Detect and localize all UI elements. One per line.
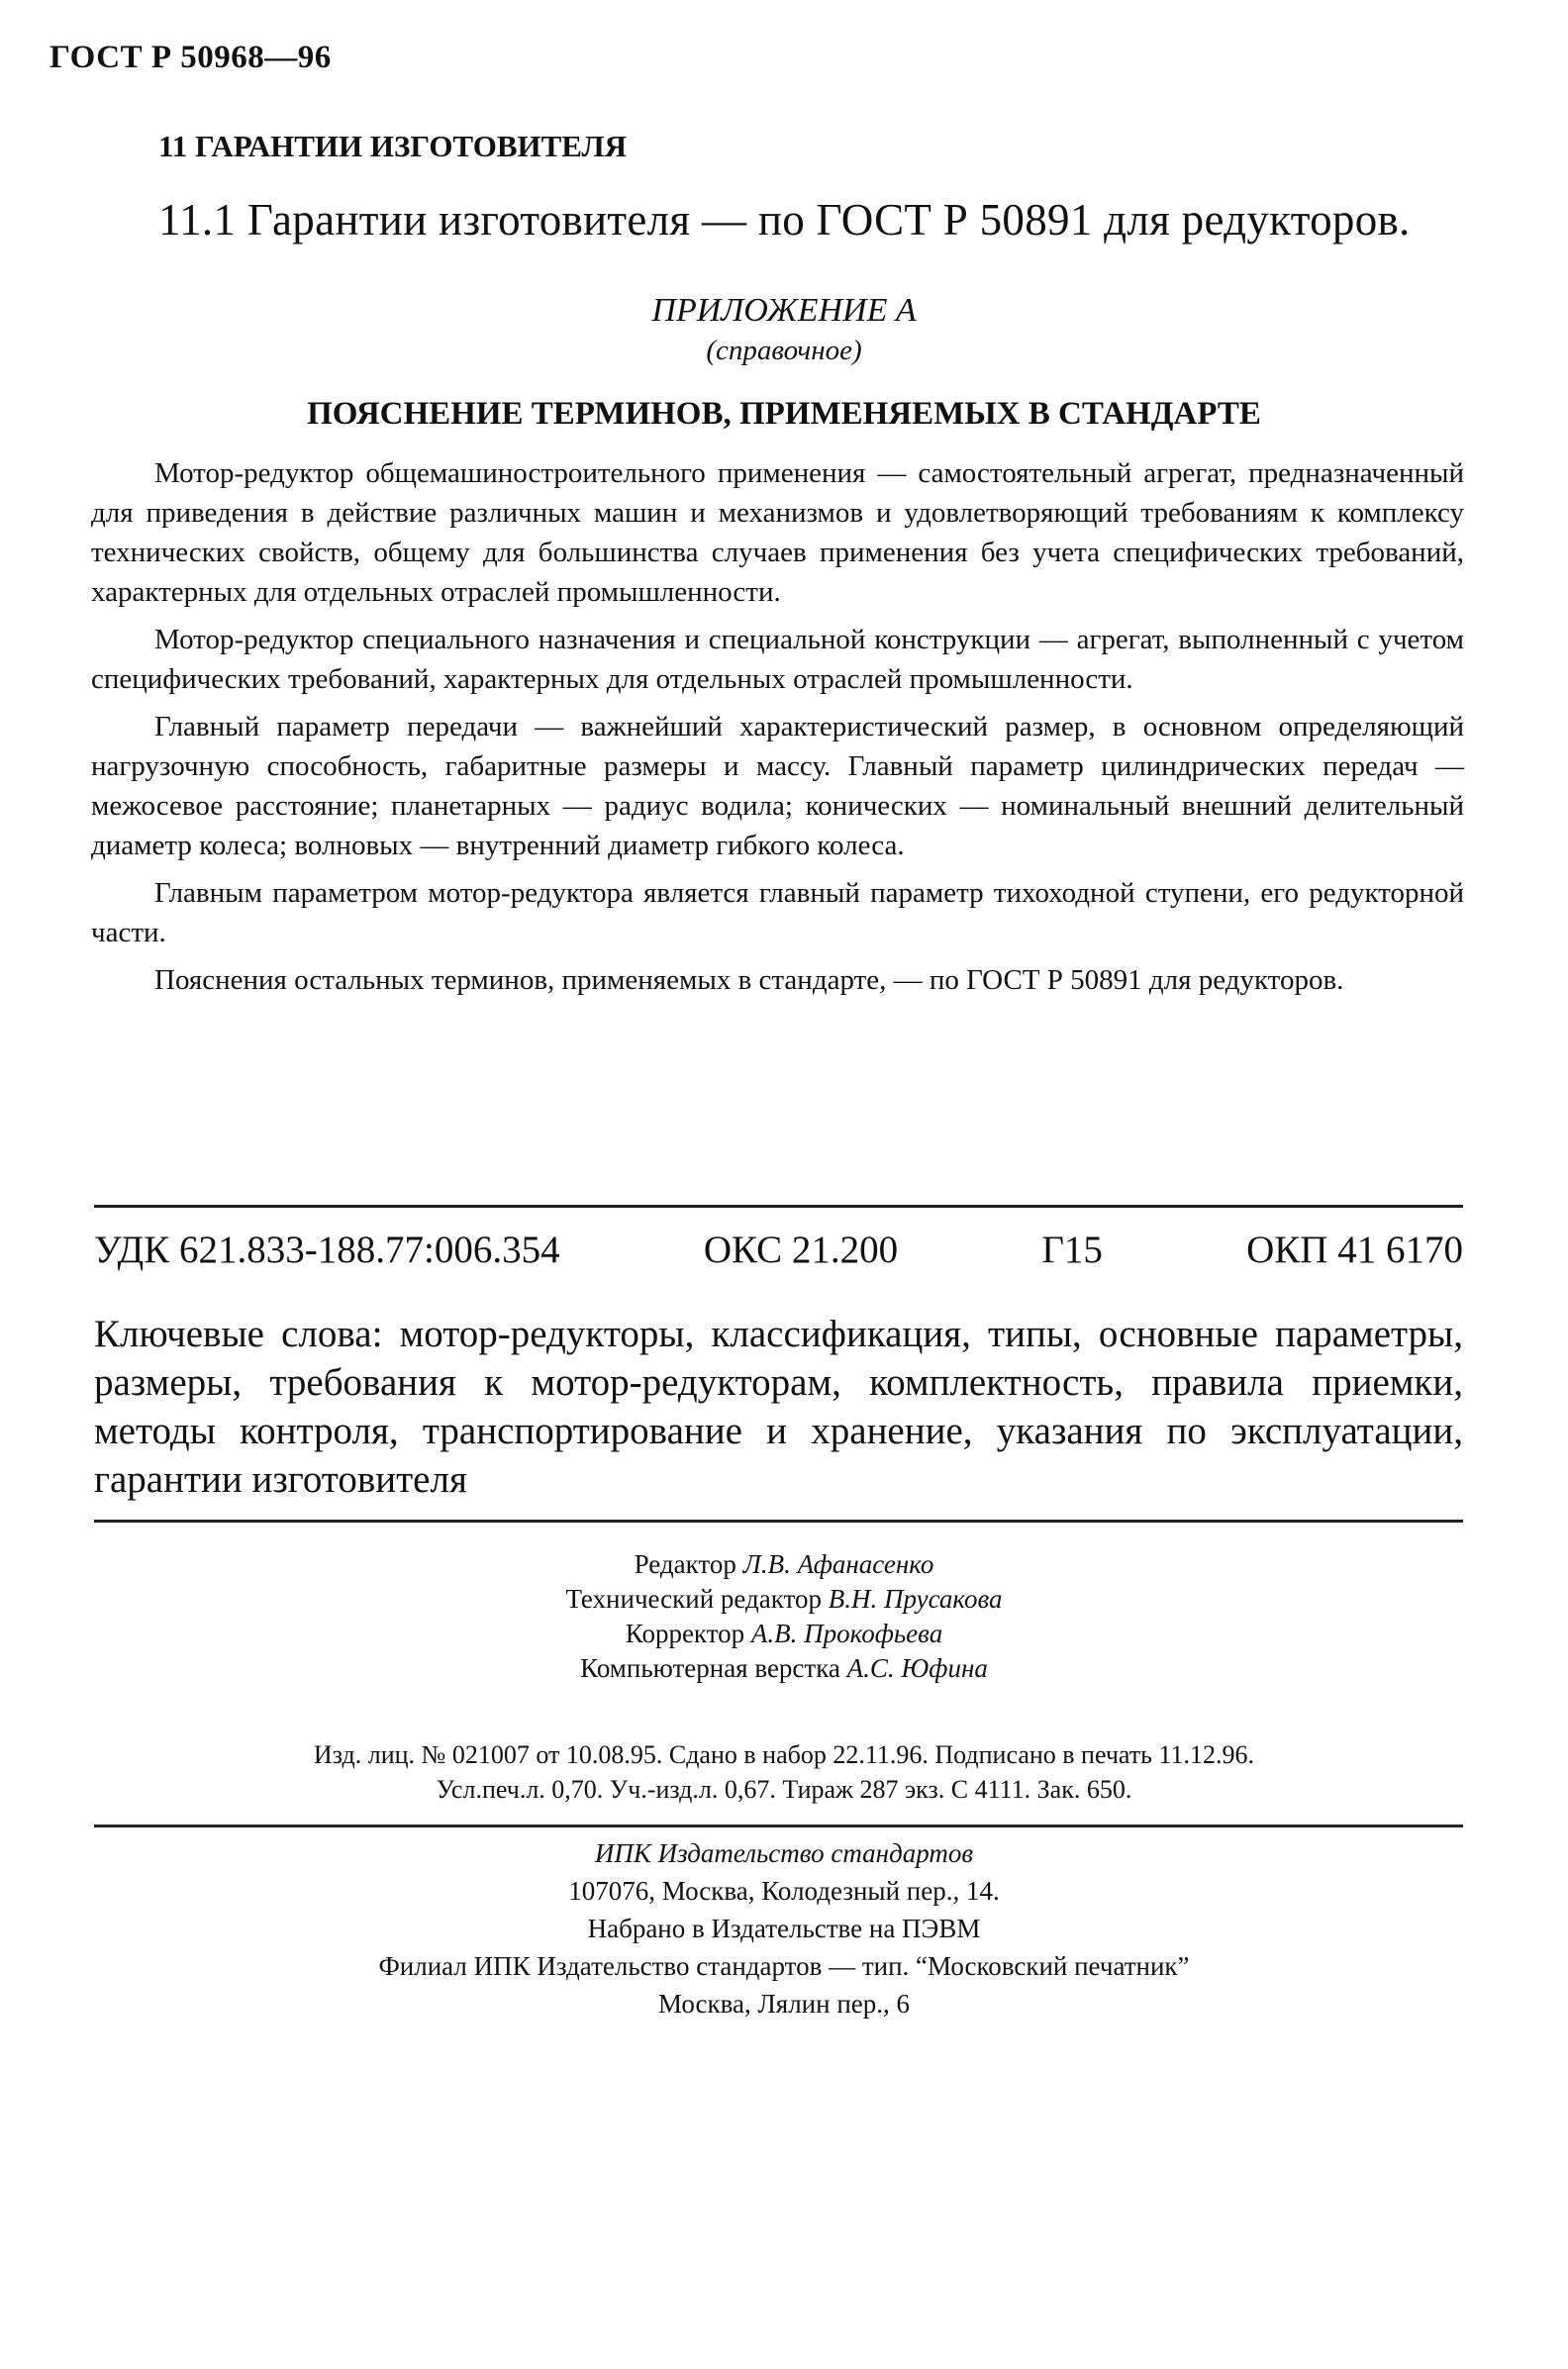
divider	[94, 1520, 1463, 1523]
imprint	[0, 1834, 1568, 2023]
okp-code: ОКП 41 6170	[1246, 1229, 1463, 1271]
section-clause: 11.1 Гарантии изготовителя — по ГОСТ Р 50891 для редукторов.	[158, 195, 1411, 245]
keywords: Ключевые слова: мотор-редукторы, классификация, типы, основные параметры, размеры, требования к мотор-редукторам, комплектность, правила приемки, методы контроля, транспортирование и хранение, указания по эксплуатации, гарантии изготовителя	[94, 1313, 1463, 1501]
section-heading: 11 ГАРАНТИИ ИЗГОТОВИТЕЛЯ	[158, 129, 628, 163]
credits	[0, 1547, 1568, 1686]
divider	[94, 1205, 1463, 1208]
paragraph: Мотор-редуктор общемашиностроительного применения — самостоятельный агрегат, предназначенный для приведения в действие различных машин и механизмов и удовлетворяющий требованиям к комплексу технических свойств, общему для большинства случаев применения без учета специфических требований, характерных для отдельных отраслей промышленности.	[91, 457, 1464, 608]
credit-line	[0, 1547, 1568, 1582]
standard-code-header: ГОСТ Р 50968—96	[49, 40, 332, 75]
credit-role: Технический редактор	[565, 1584, 822, 1614]
paragraph: Главный параметр передачи — важнейший характеристический размер, в основном определяющий нагрузочную способность, габаритные размеры и массу. Главный параметр цилиндрических передач — межосевое расстояние; планетарных — радиус водила; конических — номинальный внешний делительный диаметр колеса; волновых — внутренний диаметр гибкого колеса.	[91, 711, 1464, 861]
typeset-note: Набрано в Издательстве на ПЭВМ	[587, 1914, 981, 1943]
appendix-body	[91, 453, 1464, 1008]
group-code: Г15	[1041, 1229, 1103, 1271]
paragraph: Пояснения остальных терминов, применяемых в стандарте, — по ГОСТ Р 50891 для редукторов.	[154, 964, 1344, 996]
appendix-title: ПОЯСНЕНИЕ ТЕРМИНОВ, ПРИМЕНЯЕМЫХ В СТАНДАРТЕ	[307, 396, 1261, 432]
udk-code: УДК 621.833-188.77:006.354	[94, 1229, 560, 1271]
credit-name: А.С. Юфина	[846, 1653, 988, 1683]
credit-role: Корректор	[625, 1619, 745, 1648]
credit-role: Редактор	[634, 1549, 736, 1579]
credit-name: В.Н. Прусакова	[828, 1584, 1003, 1614]
credit-line	[0, 1582, 1568, 1617]
credit-role: Компьютерная верстка	[580, 1653, 840, 1683]
publisher-address: 107076, Москва, Колодезный пер., 14.	[568, 1876, 1000, 1906]
publishing-info	[0, 1737, 1568, 1807]
paragraph: Главным параметром мотор-редуктора является главный параметр тихоходной ступени, его редукторной части.	[91, 877, 1464, 948]
publisher-name: ИПК Издательство стандартов	[594, 1838, 974, 1868]
credit-line	[0, 1617, 1568, 1651]
paragraph: Мотор-редуктор специального назначения и специальной конструкции — агрегат, выполненный с учетом специфических требований, характерных для отдельных отраслей промышленности.	[91, 624, 1464, 695]
oks-code: ОКС 21.200	[703, 1229, 899, 1271]
printing-house: Филиал ИПК Издательство стандартов — тип. “Московский печатник”	[378, 1951, 1190, 1981]
classification-codes	[94, 1228, 1463, 1272]
printing-address: Москва, Лялин пер., 6	[657, 1989, 911, 2019]
publishing-line: Усл.печ.л. 0,70. Уч.-изд.л. 0,67. Тираж 287 экз. С 4111. Зак. 650.	[436, 1775, 1132, 1804]
publishing-line: Изд. лиц. № 021007 от 10.08.95. Сдано в набор 22.11.96. Подписано в печать 11.12.96.	[313, 1740, 1255, 1769]
credit-line	[0, 1651, 1568, 1686]
appendix-label: ПРИЛОЖЕНИЕ А	[651, 292, 917, 329]
divider	[94, 1825, 1463, 1827]
credit-name: А.В. Прокофьева	[750, 1619, 943, 1648]
credit-name: Л.В. Афанасенко	[742, 1549, 934, 1579]
appendix-note: (справочное)	[706, 335, 862, 366]
